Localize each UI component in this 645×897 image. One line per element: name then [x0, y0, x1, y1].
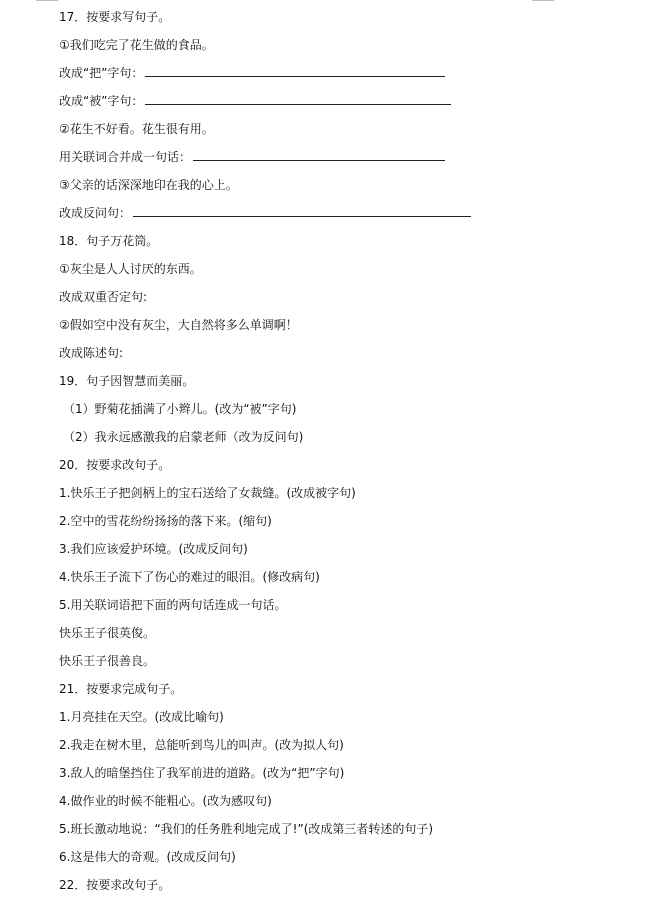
question-20-item: 5.用关联词语把下面的两句话连成一句话。: [59, 598, 287, 612]
question-17-title: 17．按要求写句子。: [59, 10, 171, 24]
question-17-sentence-3: ③父亲的话深深地印在我的心上。: [59, 178, 238, 192]
question-22-title: 22．按要求改句子。: [59, 878, 171, 892]
question-20-item: 快乐王子很英俊。: [59, 626, 156, 640]
question-18-title: 18．句子万花筒。: [59, 234, 159, 248]
question-19-item: （1）野菊花插满了小辫儿。(改为“被”字句): [63, 402, 297, 416]
question-20-item: 快乐王子很善良。: [59, 654, 156, 668]
question-21-title: 21．按要求完成句子。: [59, 682, 183, 696]
question-18-sentence-2: ②假如空中没有灰尘，大自然将多么单调啊！: [59, 318, 298, 332]
question-21-item: 2.我走在树木里，总能听到鸟儿的叫声。(改为拟人句): [59, 738, 344, 752]
answer-blank[interactable]: [193, 150, 445, 161]
question-21-item: 3.敌人的暗堡挡住了我军前进的道路。(改为“把”字句): [59, 766, 345, 780]
question-19-item: （2）我永远感激我的启蒙老师（改为反问句): [63, 430, 304, 444]
answer-blank[interactable]: [133, 206, 471, 217]
question-21-item: 6.这是伟大的奇观。(改成反问句): [59, 850, 236, 864]
question-18-sentence-1: ①灰尘是人人讨厌的东西。: [59, 262, 202, 276]
question-19-title: 19．句子因智慧而美丽。: [59, 374, 195, 388]
question-18-task-1: 改成双重否定句:: [59, 290, 148, 304]
question-21-item: 1.月亮挂在天空。(改成比喻句): [59, 710, 224, 724]
question-21-item: 5.班长激动地说：“我们的任务胜利地完成了!”(改成第三者转述的句子): [59, 822, 434, 836]
question-18-task-2: 改成陈述句:: [59, 346, 124, 360]
page-corner-mark-left: [36, 0, 58, 1]
bei-label: 改成“被”字句：: [59, 94, 144, 108]
question-20-item: 1.快乐王子把剑柄上的宝石送给了女裁缝。(改成被字句): [59, 486, 356, 500]
question-17-bei-prompt: [59, 93, 451, 109]
join-label: 用关联词合并成一句话：: [59, 150, 192, 164]
ba-label: 改成“把”字句：: [59, 66, 144, 80]
question-17-join-prompt: [59, 149, 445, 165]
rhetorical-label: 改成反问句：: [59, 206, 132, 220]
answer-blank[interactable]: [145, 94, 451, 105]
page-corner-mark-right: [532, 0, 554, 1]
question-17-sentence-1: ①我们吃完了花生做的食品。: [59, 38, 214, 52]
question-21-item: 4.做作业的时候不能粗心。(改为感叹句): [59, 794, 272, 808]
question-20-title: 20．按要求改句子。: [59, 458, 171, 472]
question-20-item: 4.快乐王子流下了伤心的难过的眼泪。(修改病句): [59, 570, 320, 584]
question-20-item: 3.我们应该爱护环境。(改成反问句): [59, 542, 248, 556]
question-17-rhetorical-prompt: [59, 205, 471, 221]
question-17-ba-prompt: [59, 65, 445, 81]
question-20-item: 2.空中的雪花纷纷扬扬的落下来。(缩句): [59, 514, 272, 528]
question-17-sentence-2: ②花生不好看。花生很有用。: [59, 122, 214, 136]
answer-blank[interactable]: [145, 66, 445, 77]
